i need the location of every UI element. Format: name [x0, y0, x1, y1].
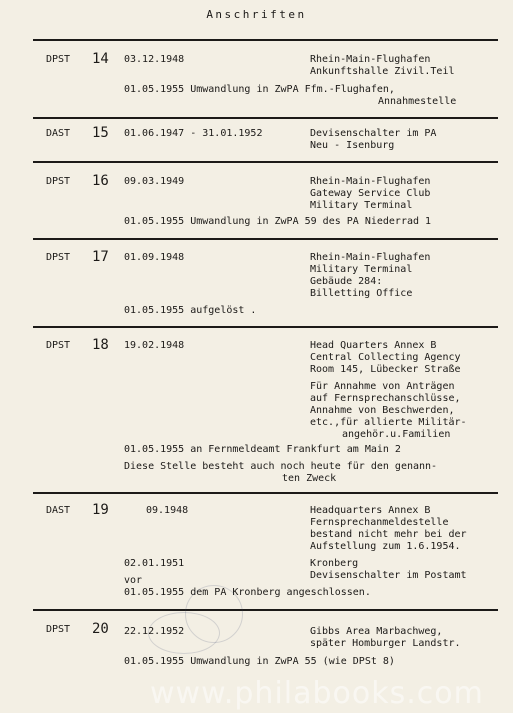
- entry-name-line: später Homburger Landstr.: [310, 638, 461, 649]
- entry-name-line: Ankunftshalle Zivil.Teil: [310, 66, 455, 77]
- entry-type: DPST: [46, 176, 71, 187]
- entry-name-line: Military Terminal: [310, 264, 413, 275]
- entry-name-line: Head Quarters Annex B: [310, 340, 437, 351]
- entry-date: 09.1948: [146, 505, 189, 516]
- entry-vor: vor: [124, 575, 143, 586]
- entry-date: 03.12.1948: [124, 54, 185, 65]
- entry-name-line: Central Collecting Agency: [310, 352, 461, 363]
- entry-change-cont: Annahmestelle: [378, 96, 457, 107]
- entry-name-line: Neu - Isenburg: [310, 140, 395, 151]
- entry-name-line: Fernsprechanmeldestelle: [310, 517, 449, 528]
- entry-number: 17: [92, 249, 109, 265]
- entry-change: 01.05.1955 Umwandlung in ZwPA 55 (wie DPSt 8): [124, 656, 395, 667]
- entry-number: 20: [92, 621, 109, 637]
- entry-purpose-line: Annahme von Beschwerden,: [310, 405, 455, 416]
- entry-purpose-line: Für Annahme von Anträgen: [310, 381, 455, 392]
- entry-name-line: Gebäude 284:: [310, 276, 383, 287]
- entry-name-line: Headquarters Annex B: [310, 505, 431, 516]
- entry-type: DPST: [46, 54, 71, 65]
- entry-name-line: Rhein-Main-Flughafen: [310, 54, 431, 65]
- entry-name-line: Billetting Office: [310, 288, 413, 299]
- entry-change: 01.05.1955 Umwandlung in ZwPA Ffm.-Flughafen,: [124, 84, 395, 95]
- entry-change: 01.05.1955 dem PA Kronberg angeschlossen.: [124, 587, 371, 598]
- entry-name-line: Rhein-Main-Flughafen: [310, 252, 431, 263]
- entry-name-line: Gibbs Area Marbachweg,: [310, 626, 443, 637]
- entry-purpose-line: angehör.u.Familien: [342, 429, 451, 440]
- entry-name-line: Military Terminal: [310, 200, 413, 211]
- divider: [33, 492, 498, 494]
- entry-number: 18: [92, 337, 109, 353]
- entry-type: DAST: [46, 505, 71, 516]
- divider: [33, 117, 498, 119]
- entry-note-line: Diese Stelle besteht auch noch heute für den genann-: [124, 461, 438, 472]
- entry-name3-line: Kronberg: [310, 558, 359, 569]
- entry-name3-line: Devisenschalter im Postamt: [310, 570, 467, 581]
- entry-date: 01.09.1948: [124, 252, 185, 263]
- entry-date: 01.06.1947 - 31.01.1952: [124, 128, 263, 139]
- divider: [33, 161, 498, 163]
- entry-name-line: Gateway Service Club: [310, 188, 431, 199]
- entry-change: 01.05.1955 Umwandlung in ZwPA 59 des PA Niederrad 1: [124, 216, 432, 227]
- entry-name-line: Room 145, Lübecker Straße: [310, 364, 461, 375]
- entry-number: 16: [92, 173, 109, 189]
- entry-note-line: ten Zweck: [282, 473, 337, 484]
- entry-purpose-line: auf Fernsprechanschlüsse,: [310, 393, 461, 404]
- entry-type: DPST: [46, 252, 71, 263]
- entry-type: DPST: [46, 624, 71, 635]
- page-heading: Anschriften: [206, 8, 307, 21]
- entry-date: 19.02.1948: [124, 340, 185, 351]
- entry-name-line: Devisenschalter im PA: [310, 128, 437, 139]
- divider: [33, 238, 498, 240]
- entry-type: DAST: [46, 128, 71, 139]
- entry-type: DPST: [46, 340, 71, 351]
- entry-change: 01.05.1955 aufgelöst .: [124, 305, 257, 316]
- entry-number: 14: [92, 51, 109, 67]
- entry-name-line: bestand nicht mehr bei der: [310, 529, 467, 540]
- entry-number: 15: [92, 125, 109, 141]
- entry-change: 01.05.1955 an Fernmeldeamt Frankfurt am Main 2: [124, 444, 401, 455]
- entry-date: 09.03.1949: [124, 176, 185, 187]
- entry-name-line: Aufstellung zum 1.6.1954.: [310, 541, 461, 552]
- top-rule: [33, 39, 498, 41]
- entry-date-2: 02.01.1951: [124, 558, 185, 569]
- divider: [33, 326, 498, 328]
- entry-number: 19: [92, 502, 109, 518]
- watermark: www.philabooks.com: [150, 676, 484, 711]
- entry-date: 22.12.1952: [124, 626, 185, 637]
- entry-name-line: Rhein-Main-Flughafen: [310, 176, 431, 187]
- entry-purpose-line: etc.,für allierte Militär-: [310, 417, 467, 428]
- divider: [33, 609, 498, 611]
